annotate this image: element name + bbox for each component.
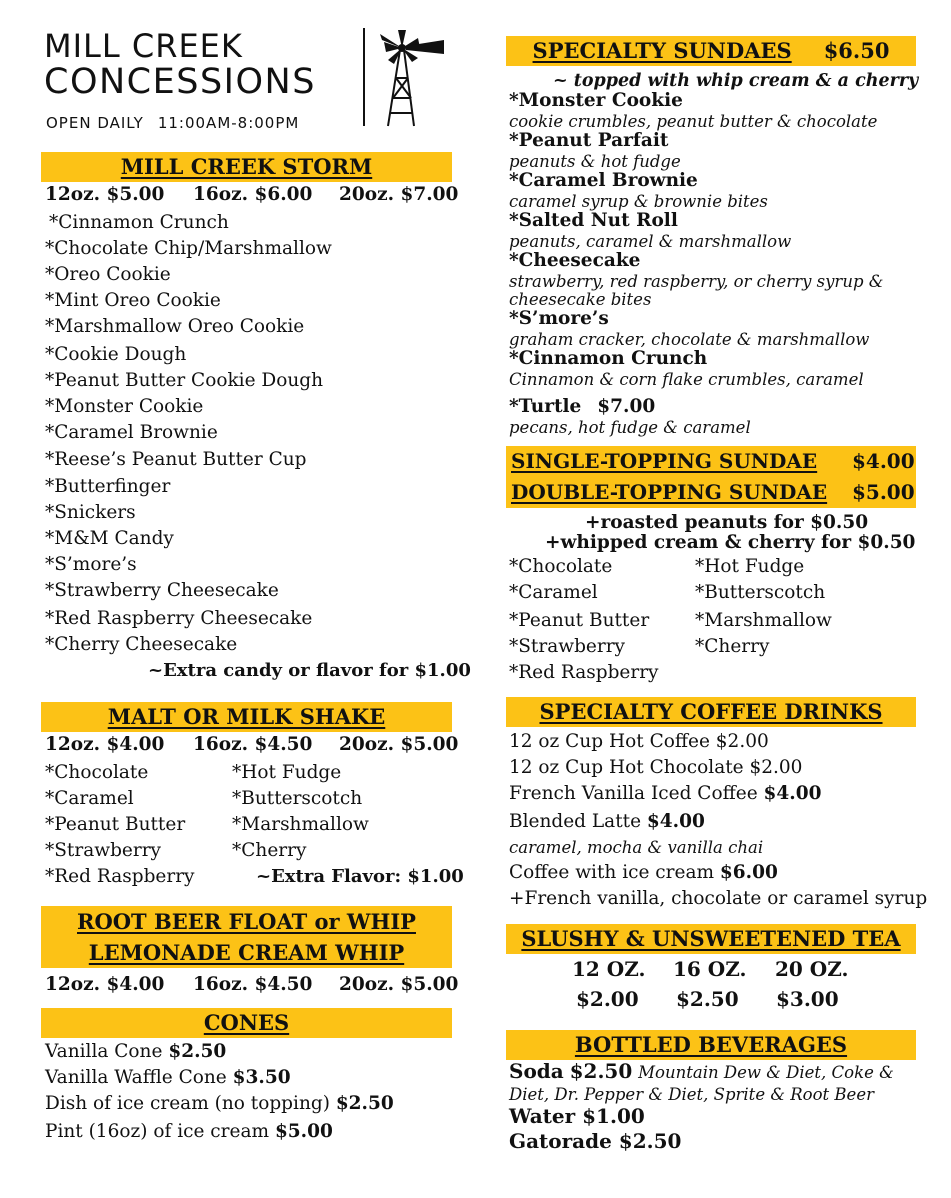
malt-flavor: *Cherry — [232, 840, 307, 861]
slushy-price: $2.00 — [576, 987, 639, 1011]
turtle-name: *Turtle $7.00 — [509, 396, 656, 417]
latte-desc: caramel, mocha & vanilla chai — [509, 838, 764, 857]
bottled-heading: BOTTLED BEVERAGES — [506, 1030, 916, 1060]
malt-flavor: *Strawberry — [45, 840, 161, 861]
topping-flavor: *Butterscotch — [695, 582, 826, 603]
header-divider — [363, 28, 365, 126]
float-heading-line1: ROOT BEER FLOAT or WHIP — [77, 909, 416, 934]
storm-item: *Marshmallow Oreo Cookie — [45, 316, 305, 337]
topping-flavor: *Hot Fudge — [695, 556, 805, 577]
double-topping-price: $5.00 — [852, 480, 915, 504]
topping-flavor: *Cherry — [695, 636, 770, 657]
sundaes-heading-label: SPECIALTY SUNDAES — [532, 38, 792, 63]
storm-item: *Monster Cookie — [45, 396, 204, 417]
malt-flavor: *Peanut Butter — [45, 814, 186, 835]
storm-item: *Strawberry Cheesecake — [45, 580, 279, 601]
cone-item: Vanilla Cone $2.50 — [45, 1041, 227, 1062]
sundae-name: *Cinnamon Crunch — [509, 348, 708, 369]
sundae-desc: Cinnamon & corn flake crumbles, caramel — [509, 370, 864, 389]
storm-item: *Cookie Dough — [45, 344, 187, 365]
storm-item: *Cherry Cheesecake — [45, 634, 238, 655]
storm-size-12: 12oz. $5.00 — [45, 184, 165, 205]
sundaes-subtitle: ~ topped with whip cream & a cherry — [553, 71, 919, 91]
topping-flavor: *Marshmallow — [695, 610, 832, 631]
slushy-size: 20 OZ. — [775, 957, 849, 981]
malt-extra: ~Extra Flavor: $1.00 — [256, 866, 464, 887]
cones-heading: CONES — [41, 1008, 452, 1038]
soda-price: $2.50 — [569, 1059, 633, 1083]
coffee-item: 12 oz Cup Hot Coffee $2.00 — [509, 731, 769, 752]
coffee-item: 12 oz Cup Hot Chocolate $2.00 — [509, 757, 803, 778]
brand-line2: CONCESSIONS — [44, 62, 316, 102]
turtle-desc: pecans, hot fudge & caramel — [509, 418, 751, 437]
coffee-item: Coffee with ice cream $6.00 — [509, 862, 778, 883]
malt-size-16: 16oz. $4.50 — [193, 734, 313, 755]
sundaes-price: $6.50 — [823, 38, 890, 63]
sundae-name: *Salted Nut Roll — [509, 210, 678, 231]
float-size-16: 16oz. $4.50 — [193, 974, 313, 995]
sundae-name: *Monster Cookie — [509, 90, 683, 111]
malt-size-12: 12oz. $4.00 — [45, 734, 165, 755]
storm-item: *Peanut Butter Cookie Dough — [45, 370, 324, 391]
storm-heading: MILL CREEK STORM — [41, 152, 452, 182]
windmill-icon — [374, 28, 450, 128]
storm-item: *Cinnamon Crunch — [49, 212, 229, 233]
sundae-desc: cookie crumbles, peanut butter & chocolate — [509, 112, 878, 131]
storm-item: *Oreo Cookie — [45, 264, 171, 285]
storm-item: *Caramel Brownie — [45, 422, 218, 443]
hours-text: 11:00AM-8:00PM — [157, 114, 300, 132]
float-heading — [41, 906, 452, 968]
malt-flavor: *Butterscotch — [232, 788, 363, 809]
sundae-desc: peanuts & hot fudge — [509, 152, 681, 171]
coffee-item: Blended Latte $4.00 — [509, 811, 705, 832]
storm-size-20: 20oz. $7.00 — [339, 184, 459, 205]
sundae-desc: graham cracker, chocolate & marshmallow — [509, 330, 870, 349]
coffee-item: French Vanilla Iced Coffee $4.00 — [509, 783, 822, 804]
cone-item: Vanilla Waffle Cone $3.50 — [45, 1067, 291, 1088]
sundae-desc: caramel syrup & brownie bites — [509, 192, 768, 211]
slushy-size: 12 OZ. — [572, 957, 646, 981]
topping-heading — [506, 446, 916, 508]
storm-size-16: 16oz. $6.00 — [193, 184, 313, 205]
soda-label: Soda — [509, 1059, 564, 1083]
slushy-size: 16 OZ. — [673, 957, 747, 981]
slushy-price: $2.50 — [676, 987, 739, 1011]
malt-flavor: *Chocolate — [45, 762, 149, 783]
topping-flavor: *Chocolate — [509, 556, 613, 577]
sundae-desc: peanuts, caramel & marshmallow — [509, 232, 792, 251]
topping-addon: +whipped cream & cherry for $0.50 — [545, 532, 916, 553]
malt-flavor: *Red Raspberry — [45, 866, 195, 887]
topping-addon: +roasted peanuts for $0.50 — [585, 512, 869, 533]
float-heading-line2: LEMONADE CREAM WHIP — [88, 940, 405, 965]
sundae-name: *Caramel Brownie — [509, 170, 698, 191]
malt-heading: MALT OR MILK SHAKE — [41, 702, 452, 732]
malt-flavor: *Hot Fudge — [232, 762, 342, 783]
coffee-syrup: +French vanilla, chocolate or caramel syrup — [509, 888, 928, 909]
slushy-price: $3.00 — [776, 987, 839, 1011]
topping-flavor: *Red Raspberry — [509, 662, 659, 683]
single-topping-price: $4.00 — [852, 449, 915, 473]
double-topping-label: DOUBLE-TOPPING SUNDAE — [511, 480, 828, 504]
storm-extra: ~Extra candy or flavor for $1.00 — [148, 660, 471, 681]
storm-item: *Snickers — [45, 502, 136, 523]
storm-item: *Chocolate Chip/Marshmallow — [45, 238, 332, 259]
sundaes-heading — [506, 36, 916, 66]
malt-flavor: *Caramel — [45, 788, 134, 809]
turtle-price: $7.00 — [597, 396, 656, 417]
topping-flavor: *Strawberry — [509, 636, 625, 657]
sundae-desc: cheesecake bites — [509, 290, 652, 309]
soda-desc-2: Diet, Dr. Pepper & Diet, Sprite & Root Beer — [509, 1085, 874, 1104]
open-label: OPEN DAILY 11:00AM-8:00PM — [46, 114, 300, 132]
cone-item: Pint (16oz) of ice cream $5.00 — [45, 1121, 333, 1142]
storm-item: *Butterfinger — [45, 476, 171, 497]
sundae-name: *Cheesecake — [509, 250, 641, 271]
float-size-12: 12oz. $4.00 — [45, 974, 165, 995]
soda-line — [509, 1060, 894, 1084]
cone-item: Dish of ice cream (no topping) $2.50 — [45, 1093, 394, 1114]
storm-item: *Reese’s Peanut Butter Cup — [45, 449, 307, 470]
malt-flavor: *Marshmallow — [232, 814, 369, 835]
sundae-desc: strawberry, red raspberry, or cherry syrup & — [509, 272, 884, 291]
float-size-20: 20oz. $5.00 — [339, 974, 459, 995]
water-line: Water $1.00 — [509, 1104, 645, 1128]
slushy-heading: SLUSHY & UNSWEETENED TEA — [506, 924, 916, 954]
gatorade-line: Gatorade $2.50 — [509, 1129, 682, 1153]
brand-line1: MILL CREEK — [44, 27, 243, 65]
topping-flavor: *Peanut Butter — [509, 610, 650, 631]
single-topping-label: SINGLE-TOPPING SUNDAE — [511, 449, 818, 473]
topping-flavor: *Caramel — [509, 582, 598, 603]
storm-item: *Mint Oreo Cookie — [45, 290, 221, 311]
soda-desc: Mountain Dew & Diet, Coke & — [638, 1063, 894, 1082]
sundae-name: *Peanut Parfait — [509, 130, 669, 151]
storm-item: *M&M Candy — [45, 528, 174, 549]
malt-size-20: 20oz. $5.00 — [339, 734, 459, 755]
coffee-heading: SPECIALTY COFFEE DRINKS — [506, 697, 916, 727]
sundae-name: *S’more’s — [509, 308, 609, 329]
storm-item: *Red Raspberry Cheesecake — [45, 608, 313, 629]
storm-item: *S’more’s — [45, 554, 137, 575]
